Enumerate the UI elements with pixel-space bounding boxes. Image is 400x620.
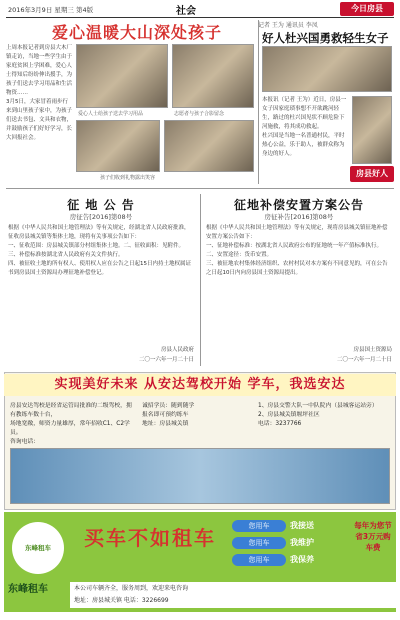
story-right-title: 好人杜兴国勇救轻生女子 [262, 31, 389, 45]
ad-text: 场地宽敞，师资力量雄厚，常年招收C1、C2学员。 [10, 421, 130, 436]
header-rule [6, 17, 394, 18]
slogan-text: 我接送 [290, 521, 314, 530]
story-paragraph: 上周本报记者到房县大木厂镇走访，当地一些学生由于家庭贫困上学困难，爱心人士得知后纷纷伸出援手，为孩子们送去学习用品和生活物资…… [6, 45, 72, 96]
notice1-date: 二〇一六年一月二十日 [138, 357, 194, 363]
newspaper-logo: 今日房县 [340, 2, 394, 16]
ad-text: 2、房县城关镇堰坪社区 [258, 412, 320, 418]
car-rental-promo: 每年为您节省3万元购车费 [354, 521, 392, 552]
ad-column-3 [258, 402, 392, 429]
notice-paragraph: 三、被征地农村集体经济组织、农村村民对本方案有不同意见的，可在公告之日起10日内向房县国土资源局提出。 [206, 261, 388, 276]
ad-text: 1、房县交警大队一中队院内（县城客运站旁） [258, 403, 378, 409]
notice-paragraph: 一、征收范围：房县城关镇部分村组集体土地。二、征收面积：见附件。三、补偿标准按湖北省人民政府有关文件执行。 [8, 243, 185, 258]
ad-text: 地址：房县城关镇 电话：3226699 [74, 597, 169, 604]
photo-caption: 志愿者与孩子合影留念 [174, 111, 225, 117]
notice-paragraph: 四、被征收土地的所有权人、使用权人应在公告之日起15日内持土地权属证书到房县国土资源局办理征地补偿登记。 [8, 261, 192, 276]
ad-text: 报名即可预约练车 [142, 412, 189, 418]
ad-text: 本公司车辆齐全，服务周到，欢迎来电咨询 [74, 585, 189, 592]
ad-text: 诚招学员：随到随学 [142, 403, 195, 409]
notice2-title: 征地补偿安置方案公告 [233, 198, 364, 212]
story-photo-3 [76, 120, 160, 172]
story-left-title: 爱心温暖大山深处孩子 [52, 23, 223, 42]
notice1-body [8, 224, 194, 342]
photo-caption: 孩子们收到礼物露出笑容 [100, 175, 156, 181]
column-divider [258, 20, 259, 184]
story-right-body [262, 96, 348, 182]
car-rental-info [70, 582, 396, 608]
notice1-sign: 房县人民政府 [160, 347, 194, 353]
slogan-pill: 您用车 [232, 537, 286, 549]
story-left-body [6, 44, 72, 170]
notice2-date: 二〇一六年一月二十日 [336, 357, 392, 363]
photo-caption: 爱心人士给孩子送去学习用品 [78, 111, 144, 117]
notice-paragraph: 一、征地补偿标准：按湖北省人民政府公布的征地统一年产值标准执行。二、安置途径：货币安置。 [206, 243, 383, 258]
section-rule [6, 188, 394, 189]
driving-school-photo [10, 448, 390, 504]
car-rental-brand: 东峰租车 [8, 584, 48, 595]
slogan-pill: 您用车 [232, 520, 286, 532]
portrait-photo [352, 96, 392, 164]
slogan-text: 我保养 [290, 555, 314, 564]
notice2-sign: 房县国土资源局 [353, 347, 392, 353]
column-divider [200, 194, 201, 366]
story-paragraph: 杜兴国是当地一名普通村民，平时热心公益，乐于助人，被群众称为身边的好人。 [262, 133, 345, 157]
story-photo-2 [172, 44, 254, 108]
good-person-stamp: 房县好人 [350, 166, 394, 182]
slogan-pill: 您用车 [232, 554, 286, 566]
car-rental-slogans [232, 520, 348, 576]
notice-paragraph: 根据《中华人民共和国土地管理法》等有关规定，现将房县城关镇征地补偿安置方案公告如下： [206, 225, 388, 240]
section-title: 社会 [176, 6, 196, 17]
car-rental-logo: 东峰租车 [12, 522, 64, 574]
story-photo-4 [164, 120, 254, 172]
issue-date: 2016年3月9日 星期三 第4版 [8, 6, 94, 14]
driving-school-headline: 实现美好未来 从安达驾校开始 学车，我选安达 [4, 374, 396, 396]
ad-column-1 [10, 402, 136, 447]
story-photo-1 [76, 44, 168, 108]
ad-text: 房县安达驾校是经省运管局批准的二级驾校，拥有教练车数十台， [10, 403, 132, 418]
slogan-text: 我维护 [290, 538, 314, 547]
story-right-photo [262, 46, 392, 92]
notice2-body [206, 224, 392, 342]
ad-text: 咨询电话： [10, 439, 39, 445]
story-paragraph: 本报讯（记者 王为）近日，房县一女子因家庭琐事想不开欲跳河轻生，路过的杜兴国见状不顾危险下河施救，将其成功救起。 [262, 97, 347, 130]
car-rental-headline: 买车不如租车 [84, 526, 216, 550]
ad-text: 电话：3237766 [258, 421, 302, 427]
ad-column-2 [142, 402, 252, 429]
notice1-title: 征 地 公 告 [67, 198, 135, 212]
story-right-byline: 记者 王为 通讯员 李凤 [258, 22, 318, 29]
notice1-number: 房征告[2016]第08号 [69, 213, 133, 221]
ad-text: 地址：房县城关镇 [142, 421, 189, 427]
notice2-number: 房征补告[2016]第08号 [264, 213, 334, 221]
notice-paragraph: 根据《中华人民共和国土地管理法》等有关规定，经湖北省人民政府批准，征收房县城关镇等集体土地，现将有关事项公告如下： [8, 225, 190, 240]
story-paragraph: 3月5日，大家冒着雨步行来到山里孩子家中，为孩子们送去书包、文具和衣物，并鼓励孩子们好好学习，长大回报社会。 [6, 99, 72, 141]
